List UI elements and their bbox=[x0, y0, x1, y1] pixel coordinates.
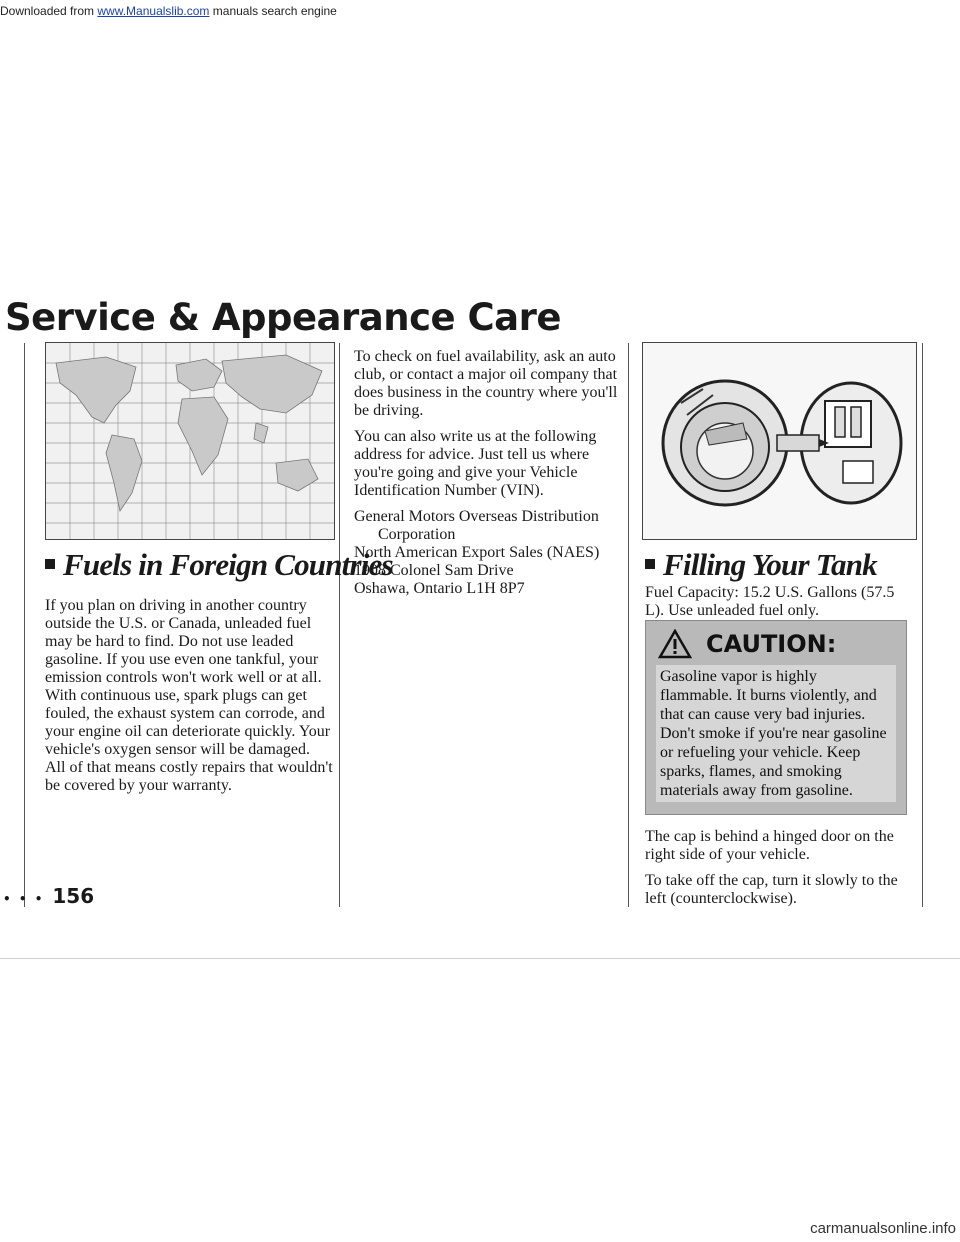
fuel-cap-instructions bbox=[645, 828, 915, 916]
heading-text: Filling Your Tank bbox=[663, 547, 877, 582]
banner-prefix: Downloaded from bbox=[0, 4, 98, 18]
page-title: Service & Appearance Care bbox=[5, 296, 561, 339]
middle-column bbox=[354, 348, 622, 598]
world-map-figure bbox=[45, 342, 335, 540]
bottom-divider bbox=[0, 958, 960, 959]
world-map-illustration bbox=[46, 343, 334, 539]
page-dots: • • • bbox=[3, 892, 45, 906]
bullet-square-icon bbox=[645, 559, 655, 569]
left-rule bbox=[24, 343, 25, 907]
right-center-rule bbox=[628, 343, 629, 907]
mailing-address bbox=[354, 508, 622, 598]
page-number-value: 156 bbox=[52, 884, 95, 908]
download-banner bbox=[0, 4, 337, 18]
banner-link[interactable]: www.Manualslib.com bbox=[97, 4, 210, 18]
fuel-cap-illustration bbox=[643, 343, 916, 539]
foreign-fuels-paragraph: If you plan on driving in another country outside the U.S. or Canada, unleaded fuel may be hard to find. Do not use leaded gasoline. If you use even one tankful, your emission controls won't work well or at all. With continuous use, spark plugs can get fouled, the exhaust system can corrode, and your engine oil can deteriorate quickly. Your vehicle's oxygen sensor will be damaged. All of that means costly repairs that wouldn't be covered by your warranty. bbox=[45, 597, 333, 794]
address-line: Oshawa, Ontario L1H 8P7 bbox=[354, 580, 525, 597]
address-line: 1908 Colonel Sam Drive bbox=[354, 562, 514, 579]
heading-text: Fuels in Foreign Countries bbox=[63, 547, 393, 582]
write-us-paragraph: You can also write us at the following address for advice. Just tell us where you're going and give your Vehicle Identification Number (VIN). bbox=[354, 428, 597, 499]
caution-text: Gasoline vapor is highly flammable. It burns violently, and that can cause very bad injuries. Don't smoke if you're near gasoline or refueling your vehicle. Keep sparks, flames, and smoking materials away from gasoline. bbox=[656, 665, 896, 802]
address-line: North American Export Sales (NAES) bbox=[354, 544, 600, 561]
bullet-square-icon bbox=[45, 559, 55, 569]
footer-watermark: carmanualsonline.info bbox=[810, 1220, 956, 1237]
caution-title: CAUTION: bbox=[706, 630, 837, 658]
cap-location-paragraph: The cap is behind a hinged door on the right side of your vehicle. bbox=[645, 828, 894, 863]
center-rule bbox=[339, 343, 340, 907]
banner-suffix: manuals search engine bbox=[209, 4, 337, 18]
caution-box bbox=[645, 620, 907, 815]
left-column-body bbox=[45, 597, 333, 803]
warning-triangle-icon bbox=[658, 629, 692, 659]
fuel-capacity-paragraph: Fuel Capacity: 15.2 U.S. Gallons (57.5 L). Use unleaded fuel only. bbox=[645, 584, 895, 619]
fuel-door-figure bbox=[642, 342, 917, 540]
section-heading-foreign-fuels bbox=[45, 547, 393, 583]
cap-removal-paragraph: To take off the cap, turn it slowly to the left (counterclockwise). bbox=[645, 872, 898, 907]
section-heading-filling-tank bbox=[645, 547, 877, 583]
address-line: Corporation bbox=[378, 526, 456, 543]
fuel-availability-paragraph: To check on fuel availability, ask an auto club, or contact a major oil company that does business in the country where you'll be driving. bbox=[354, 348, 618, 419]
page-number bbox=[3, 884, 94, 908]
caution-header bbox=[656, 629, 896, 659]
address-line: General Motors Overseas Distribution bbox=[354, 508, 599, 525]
right-rule bbox=[922, 343, 923, 907]
